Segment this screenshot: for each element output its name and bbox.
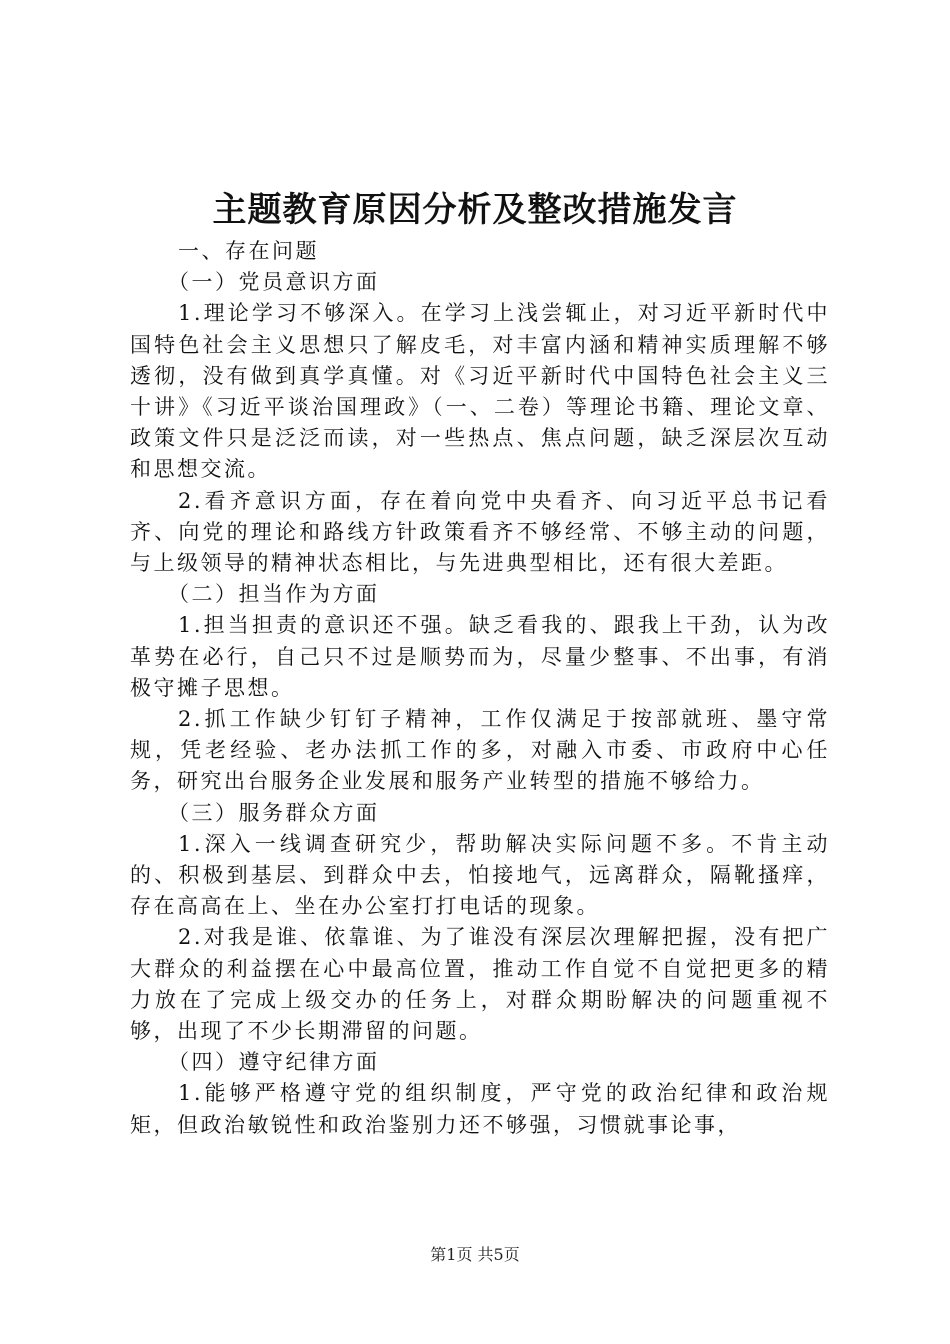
- subsection-heading-party-awareness: （一）党员意识方面: [168, 270, 380, 295]
- subsection-heading-discipline: （四）遵守纪律方面: [168, 1050, 380, 1075]
- paragraph-responsibility-awareness: 1.担当担责的意识还不强。缺乏看我的、跟我上干劲，认为改革势在必行，自己只不过是顺势而为，尽量少整事、不出事，有消极守摊子思想。: [130, 613, 830, 700]
- document-body: [130, 236, 830, 1141]
- paragraph-mass-interests: 2.对我是谁、依靠谁、为了谁没有深层次理解把握，没有把广大群众的利益摆在心中最高位置，推动工作自觉不自觉把更多的精力放在了完成上级交办的任务上，对群众期盼解决的问题重视不够，出现了不少长期滞留的问题。: [130, 925, 830, 1044]
- paragraph-party-discipline: 1.能够严格遵守党的组织制度，严守党的政治纪律和政治规矩，但政治敏锐性和政治鉴别力还不够强，习惯就事论事，: [130, 1081, 830, 1137]
- paragraph-theory-study: 1.理论学习不够深入。在学习上浅尝辄止，对习近平新时代中国特色社会主义思想只了解皮毛，对丰富内涵和精神实质理解不够透彻，没有做到真学真懂。对《习近平新时代中国特色社会主义三十讲》《习近平谈治国理政》（一、二卷）等理论书籍、理论文章、政策文件只是泛泛而读，对一些热点、焦点问题，缺乏深层次互动和思想交流。: [130, 301, 830, 482]
- paragraph-work-spirit: 2.抓工作缺少钉钉子精神，工作仅满足于按部就班、墨守常规，凭老经验、老办法抓工作的多，对融入市委、市政府中心任务，研究出台服务企业发展和服务产业转型的措施不够给力。: [130, 707, 830, 794]
- subsection-heading-serving-masses: （三）服务群众方面: [168, 800, 380, 825]
- paragraph-alignment-awareness: 2.看齐意识方面，存在着向党中央看齐、向习近平总书记看齐、向党的理论和路线方针政策看齐不够经常、不够主动的问题，与上级领导的精神状态相比，与先进典型相比，还有很大差距。: [130, 488, 830, 576]
- page-footer: 第1页 共5页: [430, 1245, 520, 1264]
- section-heading-problems: 一、存在问题: [178, 239, 319, 263]
- document-title: 主题教育原因分析及整改措施发言: [212, 190, 738, 230]
- subsection-heading-responsibility: （二）担当作为方面: [168, 582, 380, 607]
- paragraph-field-research: 1.深入一线调查研究少，帮助解决实际问题不多。不肯主动的、积极到基层、到群众中去，怕接地气，远离群众，隔靴搔痒，存在高高在上、坐在办公室打打电话的现象。: [130, 831, 830, 919]
